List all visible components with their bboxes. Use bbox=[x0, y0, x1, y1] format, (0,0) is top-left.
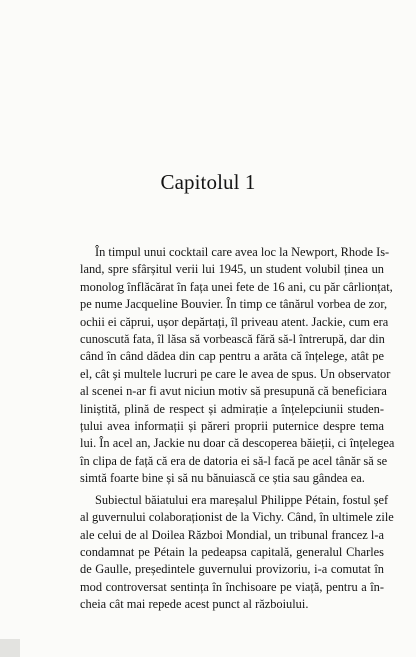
text-line: Subiectul băiatului era mareșalul Philippe Pétain, fostul șef bbox=[95, 492, 389, 507]
text-line: lui. În acel an, Jackie nu doar că descoperea băieții, ci înțelegea bbox=[80, 436, 395, 451]
text-line: În timpul unui cocktail care avea loc la Newport, Rhode Is- bbox=[95, 245, 390, 259]
text-line: al guvernului colaboraționist de la Vichy. Când, în ultimele zile bbox=[80, 510, 394, 525]
text-line: în clipa de față că era de datoria ei să-l facă pe acel tânăr să se bbox=[80, 453, 388, 468]
chapter-title: Capitolul 1 bbox=[160, 170, 256, 194]
text-line: de Gaulle, președintele guvernului provizoriu, i-a comutat în bbox=[80, 562, 384, 577]
text-line: cheia cât mai repede acest punct al războiului. bbox=[80, 597, 309, 612]
body-text bbox=[80, 244, 395, 614]
text-line: monolog înflăcărat în fața unei fete de 16 ani, cu păr cârlionțat, bbox=[80, 279, 393, 294]
text-line: mod controversat sentința în închisoare pe viață, pentru a în- bbox=[80, 579, 384, 594]
text-line: ale celui de al Doilea Război Mondial, un tribunal francez l-a bbox=[80, 527, 384, 542]
scan-corner-mark bbox=[0, 639, 20, 657]
text-line: când în când dădea din cap pentru a arăta că înțelege, atât pe bbox=[80, 349, 384, 364]
text-line: al scenei n-ar fi avut niciun motiv să presupună că beneficiara bbox=[80, 384, 387, 399]
text-line: land, spre sfârșitul verii lui 1945, un student volubil ținea un bbox=[80, 262, 384, 277]
text-line: țului avea informații și păreri proprii puternice despre tema bbox=[80, 419, 384, 434]
text-line: ochii ei căprui, ușor depărtați, îl priveau atent. Jackie, cum era bbox=[80, 314, 389, 329]
text-line: condamnat pe Pétain la pedeapsa capitală, generalul Charles bbox=[80, 544, 384, 559]
text-line: liniștită, plină de respect și admirație a înțelepciunii studen- bbox=[80, 401, 384, 416]
paragraph-1 bbox=[80, 244, 395, 488]
paragraph-2 bbox=[80, 492, 394, 614]
text-line: pe nume Jacqueline Bouvier. În timp ce tânărul vorbea de zor, bbox=[80, 297, 388, 312]
text-line: simtă foarte bine și să nu bănuiască ce știa sau gândea ea. bbox=[80, 471, 365, 486]
text-line: cunoscută fata, îl lăsa să vorbească fără să-l întrerupă, dar din bbox=[80, 332, 385, 347]
text-line: el, cât și multele lucruri pe care le avea de spus. Un observator bbox=[80, 366, 391, 381]
